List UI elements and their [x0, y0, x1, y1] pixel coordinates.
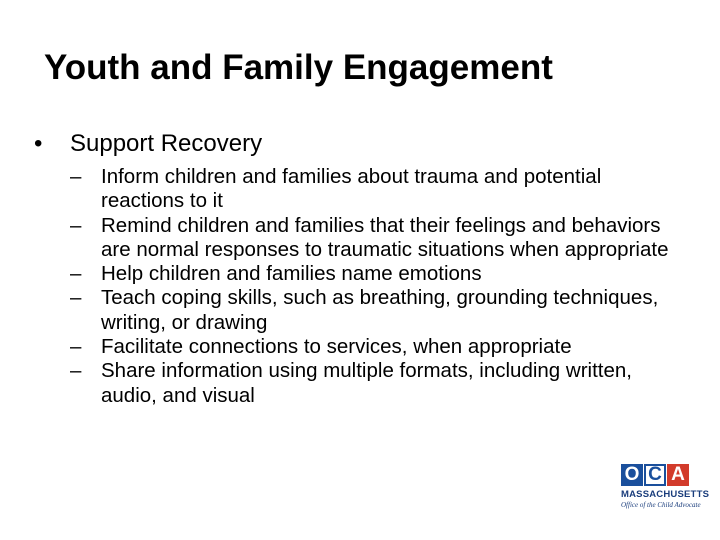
- logo-letter-c: C: [644, 464, 666, 486]
- dash-marker: –: [70, 335, 82, 359]
- logo-office: Office of the Child Advocate: [621, 501, 701, 509]
- dash-marker: –: [70, 213, 82, 237]
- dash-marker: –: [70, 359, 82, 383]
- oca-logo: [621, 464, 713, 514]
- slide-title: Youth and Family Engagement: [44, 48, 553, 87]
- sub-bullet-item: [70, 359, 680, 408]
- sub-bullet-text: Help children and families name emotions: [101, 262, 482, 286]
- logo-state: MASSACHUSETTS: [621, 489, 710, 500]
- bullet-text: Support Recovery: [70, 130, 263, 157]
- dash-marker: –: [70, 165, 82, 188]
- sub-bullet-text: Inform children and families about trauma and potential reactions to it: [101, 165, 602, 213]
- sub-bullet-item: [70, 286, 680, 335]
- logo-letter-a: A: [667, 464, 689, 486]
- logo-letter-o: O: [621, 464, 643, 486]
- sub-bullet-text: Remind children and families that their feelings and behaviors are normal responses to traumatic situations when appropriate: [101, 213, 669, 261]
- bullet-marker: •: [34, 130, 43, 157]
- dash-marker: –: [70, 286, 82, 310]
- dash-marker: –: [70, 262, 82, 286]
- sub-bullet-item: [70, 335, 680, 359]
- sub-bullet-text: Share information using multiple formats, including written, audio, and visual: [101, 359, 632, 407]
- sub-bullet-item: [70, 165, 680, 214]
- sub-bullet-list: [70, 165, 680, 408]
- sub-bullet-item: [70, 262, 680, 286]
- sub-bullet-text: Facilitate connections to services, when appropriate: [101, 335, 572, 359]
- sub-bullet-item: [70, 214, 680, 263]
- sub-bullet-text: Teach coping skills, such as breathing, grounding techniques, writing, or drawing: [101, 286, 659, 334]
- logo-letters: [621, 464, 713, 486]
